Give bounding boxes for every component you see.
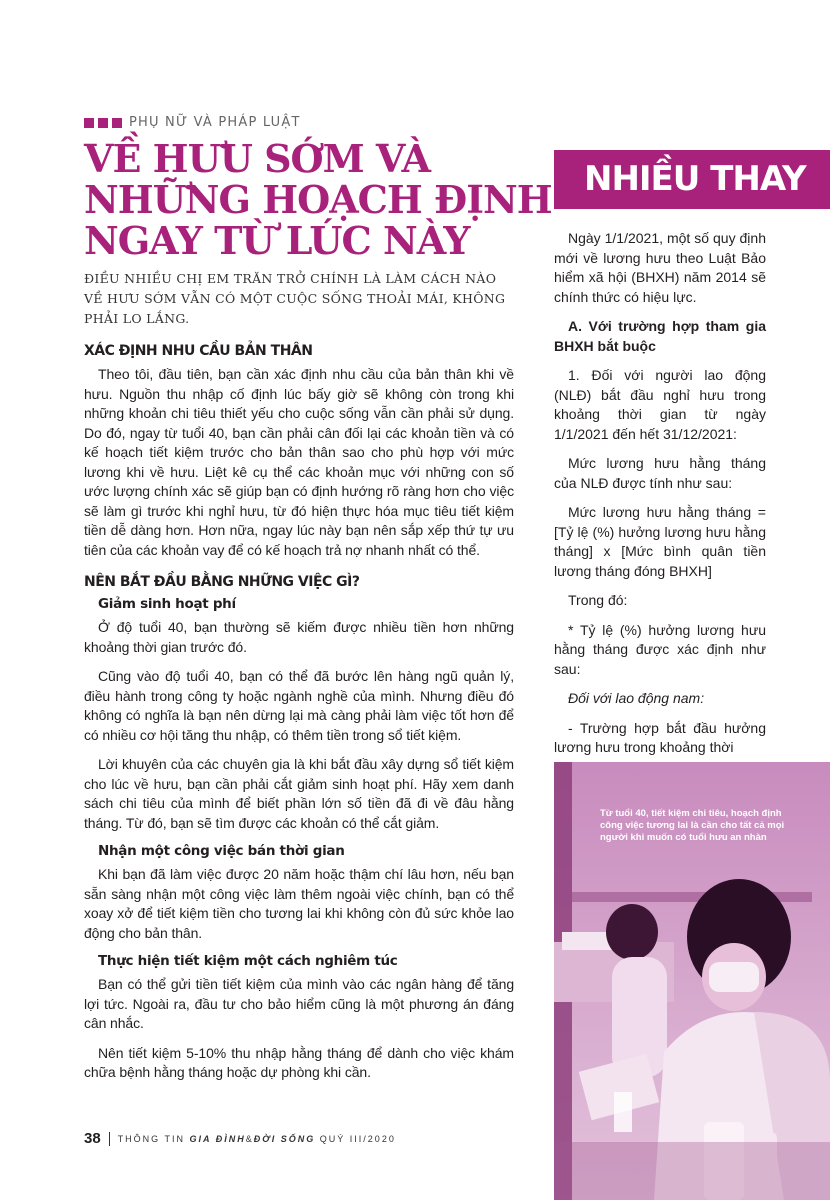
article-title (84, 136, 552, 263)
publication-name-part: ĐỜI SỐNG (253, 1133, 316, 1144)
paragraph: Nên tiết kiệm 5-10% thu nhập hằng tháng để dành cho việc khám chữa bệnh hằng tháng hoặc dự phòng khi cần. (84, 1044, 514, 1080)
subheading-reduce-costs: Giảm sinh hoạt phí (98, 596, 236, 612)
square-bullet-icon (98, 118, 108, 128)
footer-divider (109, 1132, 110, 1146)
sidebar-paragraph: Trong đó: (568, 592, 628, 608)
article-column (84, 110, 552, 1093)
sidebar-paragraph: Mức lương hưu hằng tháng = [Tỷ lệ (%) hưởng lương hưu hằng tháng] x [Mức bình quân tiền lương tháng đóng BHXH] (554, 504, 766, 579)
paragraph: Khi bạn đã làm việc được 20 năm hoặc thậm chí lâu hơn, nếu bạn sẵn sàng nhận một công việc làm thêm ngoài việc chính, bạn có thể xoay xở để tiết kiệm tiền cho tương lai khi không còn đủ sức khỏe lao động cho bản thân. (84, 866, 514, 941)
publication-name-part: & (245, 1133, 254, 1144)
photo-caption: Từ tuổi 40, tiết kiệm chi tiêu, hoạch định công việc tương lai là cần cho tất cả mọi người khi muốn có tuổi hưu an nhàn (600, 808, 785, 843)
title-line: NGAY TỪ LÚC NÀY (84, 218, 470, 263)
paragraph: Cũng vào độ tuổi 40, bạn có thể đã bước lên hàng ngũ quản lý, điều hành trong công ty hoặc ngành nghề của mình. Nhưng điều đó không có nghĩa là bạn nên dừng lại mà càng phải làm việc tốt hơn để có nhiều cơ hội tăng thu nhập, có thêm tiền trong sổ tiết kiệm. (84, 668, 514, 743)
sidebar-banner: NHIỀU THAY (554, 150, 830, 209)
page-footer (84, 1130, 396, 1147)
article-lead: ĐIỀU NHIỀU CHỊ EM TRĂN TRỞ CHÍNH LÀ LÀM CÁCH NÀO VỀ HƯU SỚM VẪN CÓ MỘT CUỘC SỐNG THOẢI MÁI, KHÔNG PHẢI LO LẮNG. (84, 271, 506, 326)
lab-photo (554, 762, 830, 1200)
paragraph: Bạn có thể gửi tiền tiết kiệm của mình vào các ngân hàng để tăng lợi tức. Ngoài ra, đầu tư cho bảo hiểm cũng là một phương án đáng cân nhắc. (84, 976, 514, 1031)
sidebar-paragraph: * Tỷ lệ (%) hưởng lương hưu hằng tháng được xác định như sau: (554, 621, 766, 677)
publication-name-part: GIA ĐÌNH (189, 1133, 246, 1144)
subheading-part-time-job: Nhận một công việc bán thời gian (98, 843, 345, 859)
square-bullet-icon (84, 118, 94, 128)
section-header (84, 115, 514, 130)
publication-name (118, 1134, 396, 1144)
title-line: VỀ HƯU SỚM VÀ (84, 136, 430, 181)
sidebar-paragraph: Mức lương hưu hằng tháng của NLĐ được tính như sau: (554, 455, 766, 491)
square-bullet-icon (112, 118, 122, 128)
sidebar-subheading: A. Với trường hợp tham gia BHXH bắt buộc (554, 318, 766, 354)
sidebar-column (554, 150, 830, 768)
publication-name-part: THÔNG TIN (117, 1133, 186, 1144)
sidebar-paragraph: - Trường hợp bắt đầu hưởng lương hưu trong khoảng thời (554, 719, 766, 755)
page-number: 38 (84, 1130, 101, 1147)
sidebar-text (554, 229, 766, 758)
sidebar-paragraph: Ngày 1/1/2021, một số quy định mới về lương hưu theo Luật Bảo hiểm xã hội (BHXH) năm 2014 sẽ chính thức có hiệu lực. (554, 230, 766, 305)
issue-label: QUÝ III/2020 (319, 1133, 396, 1144)
sidebar-paragraph: Đối với lao động nam: (568, 690, 705, 706)
sidebar-paragraph: 1. Đối với người lao động (NLĐ) bắt đầu nghỉ hưu trong khoảng thời gian từ ngày 1/1/2021 đến hết 31/12/2021: (554, 367, 766, 442)
heading-needs: XÁC ĐỊNH NHU CẦU BẢN THÂN (84, 343, 313, 359)
heading-where-to-start: NÊN BẮT ĐẦU BẰNG NHỮNG VIỆC GÌ? (84, 574, 360, 590)
paragraph: Ở độ tuổi 40, bạn thường sẽ kiếm được nhiều tiền hơn những khoảng thời gian trước đó. (84, 619, 514, 655)
title-line: NHỮNG HOẠCH ĐỊNH (84, 177, 552, 222)
subheading-serious-saving: Thực hiện tiết kiệm một cách nghiêm túc (98, 953, 398, 969)
paragraph: Lời khuyên của các chuyên gia là khi bắt đầu xây dựng sổ tiết kiệm cho lúc về hưu, bạn cần phải cắt giảm sinh hoạt phí. Hãy xem danh sách chi tiêu của mình để biết phần lớn số tiền đã đi về đâu hằng tháng. Từ đó, bạn sẽ tìm được các khoản có thể cắt giảm. (84, 756, 514, 831)
section-label: PHỤ NỮ VÀ PHÁP LUẬT (129, 115, 301, 130)
paragraph: Theo tôi, đầu tiên, bạn cần xác định nhu cầu của bản thân khi về hưu. Nguồn thu nhập cố định lúc bấy giờ sẽ không còn trong khi những khoản chi tiêu thiết yếu cho cuộc sống vẫn cần phải sử dụng. Do đó, ngay từ tuổi 40, bạn cần phải cân đối lại các khoản tiền và có kế hoạch tiết kiệm trước cho bản thân sao cho phù hợp với mức lương khi về hưu. Liệt kê cụ thể các khoản mục với những con số ước lượng chính xác sẽ giúp bạn có định hướng rõ ràng hơn cho việc sẽ làm gì trước khi nghỉ hưu, từ đó hiện thực hóa mục tiêu tiết kiệm tiền dễ dàng hơn. Hơn nữa, ngay lúc này bạn nên sắp xếp thứ tự ưu tiên của các khoản vay để có kế hoạch trả nợ nhanh nhất có thể. (84, 366, 514, 558)
